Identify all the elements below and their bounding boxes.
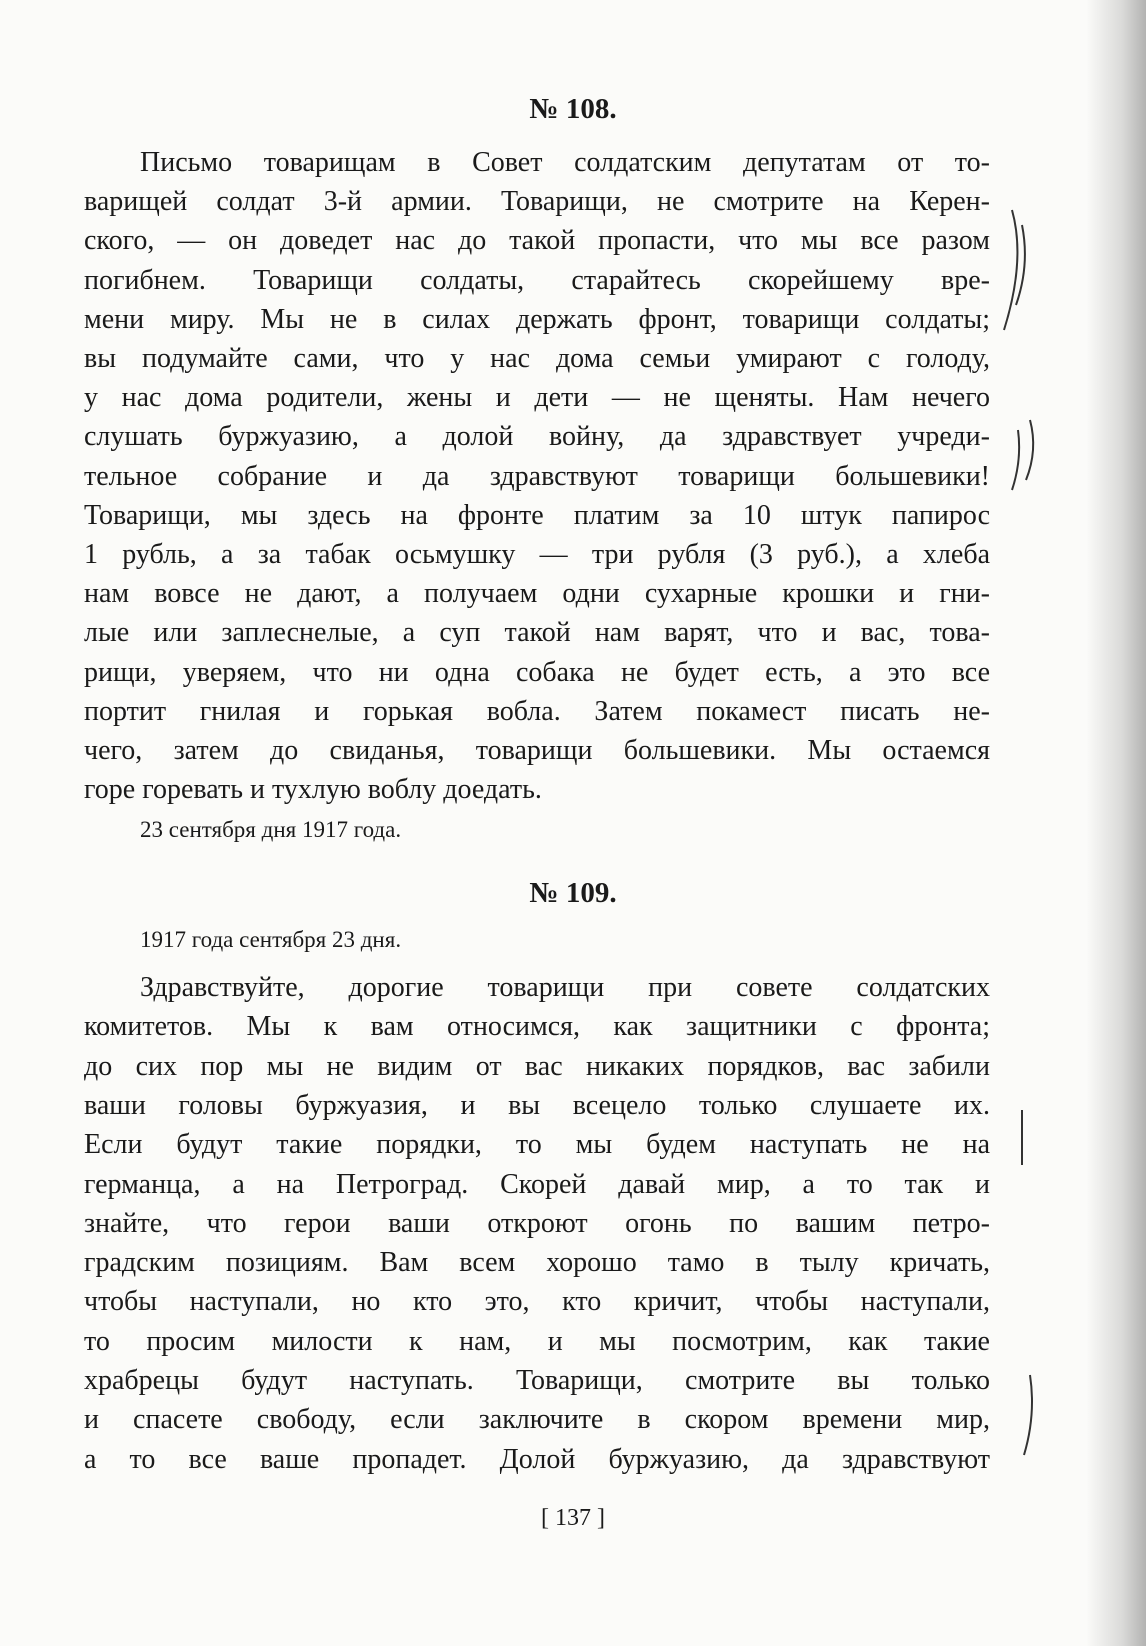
text-line: германца, а на Петроград. Скорей давай мир, а то так и	[84, 1168, 990, 1200]
document-108-date: 23 сентября дня 1917 года.	[140, 817, 402, 842]
text-line: комитетов. Мы к вам относимся, как защитники с фронта;	[84, 1011, 990, 1043]
text-line: погибнем. Товарищи солдаты, старайтесь скорейшему вре-	[84, 264, 990, 296]
text-line: знайте, что герои ваши откроют огонь по вашим петро-	[84, 1207, 990, 1239]
text-line: рищи, уверяем, что ни одна собака не будет есть, а это все	[84, 656, 990, 688]
text-line: варищей солдат 3-й армии. Товарищи, не смотрите на Керен-	[84, 186, 990, 218]
document-109-date: 1917 года сентября 23 дня.	[140, 927, 402, 952]
text-line: то просим милости к нам, и мы посмотрим, как такие	[84, 1325, 990, 1357]
text-line: Если будут такие порядки, то мы будем наступать не на	[84, 1129, 990, 1161]
text-line: нам вовсе не дают, а получаем одни сухарные крошки и гни-	[84, 578, 990, 610]
text-line: Письмо товарищам в Совет солдатским депутатам от то-	[140, 147, 990, 178]
text-line: до сих пор мы не видим от вас никаких порядков, вас забили	[84, 1050, 990, 1082]
text-line: а то все ваше пропадет. Долой буржуазию, да здравствуют	[84, 1443, 990, 1475]
text-line: 1 рубль, а за табак осьмушку — три рубля (3 руб.), а хлеба	[84, 539, 990, 570]
margin-mark-4	[1026, 420, 1033, 480]
text-line: лые или заплеснелые, а суп такой нам варят, что и вас, това-	[84, 617, 990, 649]
text-line: тельное собрание и да здравствуют товарищи большевики!	[84, 460, 990, 492]
document-number-108: № 108.	[529, 93, 617, 125]
text-line: ского, — он доведет нас до такой пропасти, что мы все разом	[84, 225, 990, 257]
margin-mark-1	[1004, 210, 1017, 330]
text-line: слушать буржуазию, а долой войну, да здравствует учреди-	[84, 421, 990, 453]
text-line: у нас дома родители, жены и дети — не щеняты. Нам нечего	[84, 382, 990, 414]
text-line: чего, затем до свиданья, товарищи большевики. Мы остаемся	[84, 735, 990, 766]
page-number: [ 137 ]	[541, 1505, 605, 1531]
text-line: градским позициям. Вам всем хорошо тамо в тылу кричать,	[84, 1247, 990, 1279]
text-line: и спасете свободу, если заключите в скором времени мир,	[84, 1404, 990, 1436]
document-number-109: № 109.	[529, 877, 617, 909]
text-line: чтобы наступали, но кто это, кто кричит, чтобы наступали,	[84, 1286, 990, 1318]
text-line: горе горевать и тухлую воблу доедать.	[84, 774, 542, 806]
text-line: храбрецы будут наступать. Товарищи, смотрите вы только	[84, 1365, 990, 1396]
text-line: портит гнилая и горькая вобла. Затем покамест писать не-	[84, 695, 990, 727]
margin-mark-3	[1012, 430, 1019, 490]
text-line: ваши головы буржуазия, и вы всецело только слушаете их.	[84, 1089, 990, 1121]
text-line: вы подумайте сами, что у нас дома семьи умирают с голоду,	[84, 343, 990, 374]
margin-mark-6	[1024, 1375, 1032, 1455]
text-line: Товарищи, мы здесь на фронте платим за 10 штук папирос	[84, 499, 990, 531]
text-line: мени миру. Мы не в силах держать фронт, товарищи солдаты;	[84, 303, 990, 335]
text-line: Здравствуйте, дорогие товарищи при совете солдатских	[140, 972, 990, 1003]
